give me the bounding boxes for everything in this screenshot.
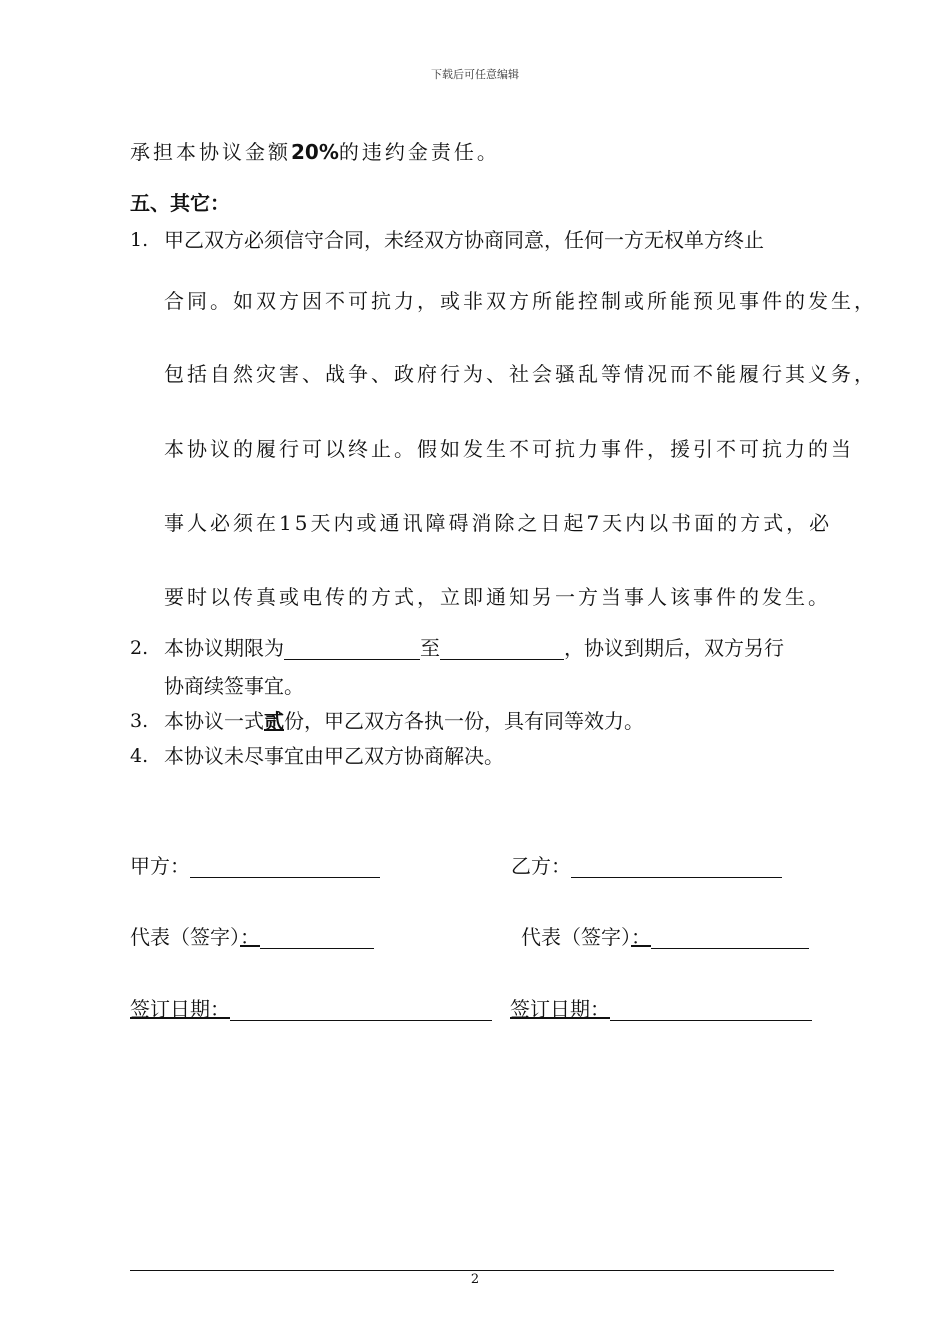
section-heading: 五、其它： [130, 191, 230, 215]
rep-a-label: 代表（签字） [130, 925, 240, 949]
footer-rule [130, 1270, 834, 1271]
item-1-line-2: 合同。如双方因不可抗力，或非双方所能控制或所能预见事件的发生， [164, 289, 877, 313]
party-a-row [130, 854, 380, 878]
party-b-row [511, 854, 782, 878]
item-1-line-3: 包括自然灾害、战争、政府行为、社会骚乱等情况而不能履行其义务， [164, 362, 877, 386]
date-b-blank[interactable] [610, 1000, 812, 1021]
rep-b-colon: ： [631, 925, 651, 949]
item-2-line-1 [164, 636, 784, 660]
penalty-suffix: 的违约金责任。 [338, 140, 500, 164]
item-4-line: 本协议未尽事宜由甲乙双方协商解决。 [164, 744, 504, 768]
term-renewal-text: ，协议到期后，双方另行 [564, 636, 784, 660]
rep-b-label: 代表（签字） [521, 925, 631, 949]
party-b-label: 乙方： [511, 854, 571, 878]
party-a-blank[interactable] [190, 857, 380, 878]
rep-b-blank[interactable] [651, 928, 809, 949]
rep-a-blank[interactable] [260, 928, 374, 949]
date-b-row [510, 997, 812, 1021]
header-note: 下载后可任意编辑 [431, 68, 519, 81]
copies-suffix: 份，甲乙双方各执一份，具有同等效力。 [284, 709, 644, 733]
item-1-line-1: 甲乙双方必须信守合同，未经双方协商同意，任何一方无权单方终止 [164, 228, 764, 252]
item-1-number: 1. [130, 229, 149, 251]
item-1-line-5: 事人必须在15天内或通讯障碍消除之日起7天内以书面的方式，必 [164, 511, 833, 535]
term-to-label: 至 [420, 636, 440, 660]
rep-a-row [130, 925, 374, 949]
copies-prefix: 本协议一式 [164, 709, 264, 733]
item-1-line-6: 要时以传真或电传的方式，立即通知另一方当事人该事件的发生。 [164, 585, 831, 609]
date-b-label: 签订日期： [510, 997, 610, 1021]
copies-count: 贰 [264, 709, 284, 733]
party-b-blank[interactable] [571, 857, 782, 878]
penalty-prefix: 承担本协议金额 [130, 140, 291, 164]
item-3-line [164, 709, 644, 733]
penalty-percent: 20% [291, 140, 339, 164]
item-4-number: 4. [130, 745, 149, 767]
date-a-row [130, 997, 492, 1021]
item-3-number: 3. [130, 710, 149, 732]
date-a-blank[interactable] [230, 1000, 492, 1021]
term-end-blank[interactable] [440, 639, 564, 660]
item-2-number: 2. [130, 637, 149, 659]
term-start-blank[interactable] [284, 639, 420, 660]
item-2-line-2: 协商续签事宜。 [164, 674, 304, 698]
party-a-label: 甲方： [130, 854, 190, 878]
rep-a-colon: ： [240, 925, 260, 949]
rep-b-row [521, 925, 809, 949]
date-a-label: 签订日期： [130, 997, 230, 1021]
term-label: 本协议期限为 [164, 636, 284, 660]
item-1-line-4: 本协议的履行可以终止。假如发生不可抗力事件，援引不可抗力的当 [164, 437, 854, 461]
page-number: 2 [470, 1272, 480, 1287]
penalty-clause [130, 140, 500, 164]
